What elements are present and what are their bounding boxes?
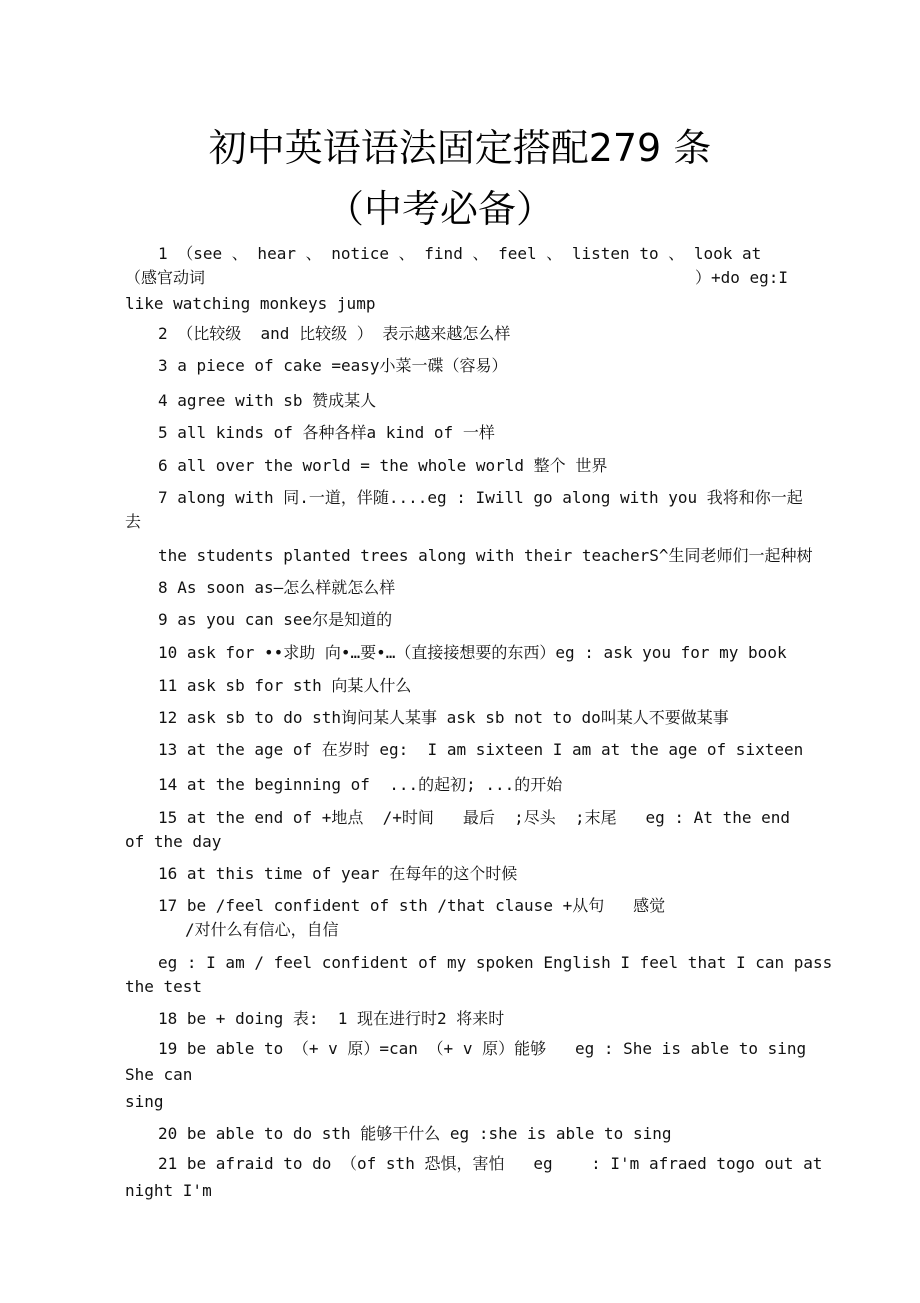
text-line: 9 as you can see尔是知道的 [158,610,393,629]
text-line: 16 at this time of year 在每年的这个时候 [158,864,518,883]
text-line: 11 ask sb for sth 向某人什么 [158,676,412,695]
text-line: 6 all over the world = the whole world 整个 世界 [158,456,608,475]
text-line: /对什么有信心，自信 [185,920,339,939]
text-line: 7 along with 同.一道，伴随....eg : Iwill go along with you 我将和你一起 [158,488,803,507]
text-line: （感官动词 [125,268,206,287]
text-line: 18 be + doing 表: 1 现在进行时2 将来时 [158,1009,505,1028]
text-line: 5 all kinds of 各种各样a kind of 一样 [158,423,495,442]
text-line: 4 agree with sb 赞成某人 [158,391,377,410]
text-line: 去 [125,512,142,531]
text-line: 13 at the age of 在岁时 eg: I am sixteen I am at the age of sixteen [158,740,804,759]
text-line: 10 ask for ••求助 向•…要•…（直接接想要的东西）eg : ask you for my book [158,643,787,662]
text-line: the test [125,977,203,996]
text-line: 3 a piece of cake =easy小菜一碟（容易） [158,356,508,375]
text-line: sing [125,1092,164,1111]
text-line: 8 As soon as—怎么样就怎么样 [158,578,396,597]
text-line: the students planted trees along with their teacherS^生同老师们一起种树 [158,546,813,565]
text-line: of the day [125,832,222,851]
text-line: like watching monkeys jump [125,294,376,313]
text-line: 1 （see 、 hear 、 notice 、 find 、 feel 、 listen to 、 look at [158,244,762,263]
text-line: 19 be able to （+ v 原）=can （+ v 原）能够 eg : She is able to sing [158,1039,807,1058]
document-subtitle: （中考必备） [325,187,554,231]
text-line: ）+do eg:I [695,268,789,287]
text-line: 20 be able to do sth 能够干什么 eg :she is able to sing [158,1124,672,1143]
text-line: night I'm [125,1181,212,1200]
text-line: She can [125,1065,193,1084]
text-line: 21 be afraid to do （of sth 恐惧，害怕 eg : I'm afraed togo out at [158,1154,823,1173]
text-line: eg : I am / feel confident of my spoken English I feel that I can pass [158,953,833,972]
document-title: 初中英语语法固定搭配279 条 [208,126,712,170]
text-line: 15 at the end of +地点 /+时间 最后 ;尽头 ;末尾 eg : At the end [158,808,791,827]
text-line: 14 at the beginning of ...的起初; ...的开始 [158,775,563,794]
text-line: 17 be /feel confident of sth /that clause +从句 感觉 [158,896,666,915]
text-line: 2 （比较级 and 比较级 ） 表示越来越怎么样 [158,324,511,343]
text-line: 12 ask sb to do sth询问某人某事 ask sb not to do叫某人不要做某事 [158,708,729,727]
